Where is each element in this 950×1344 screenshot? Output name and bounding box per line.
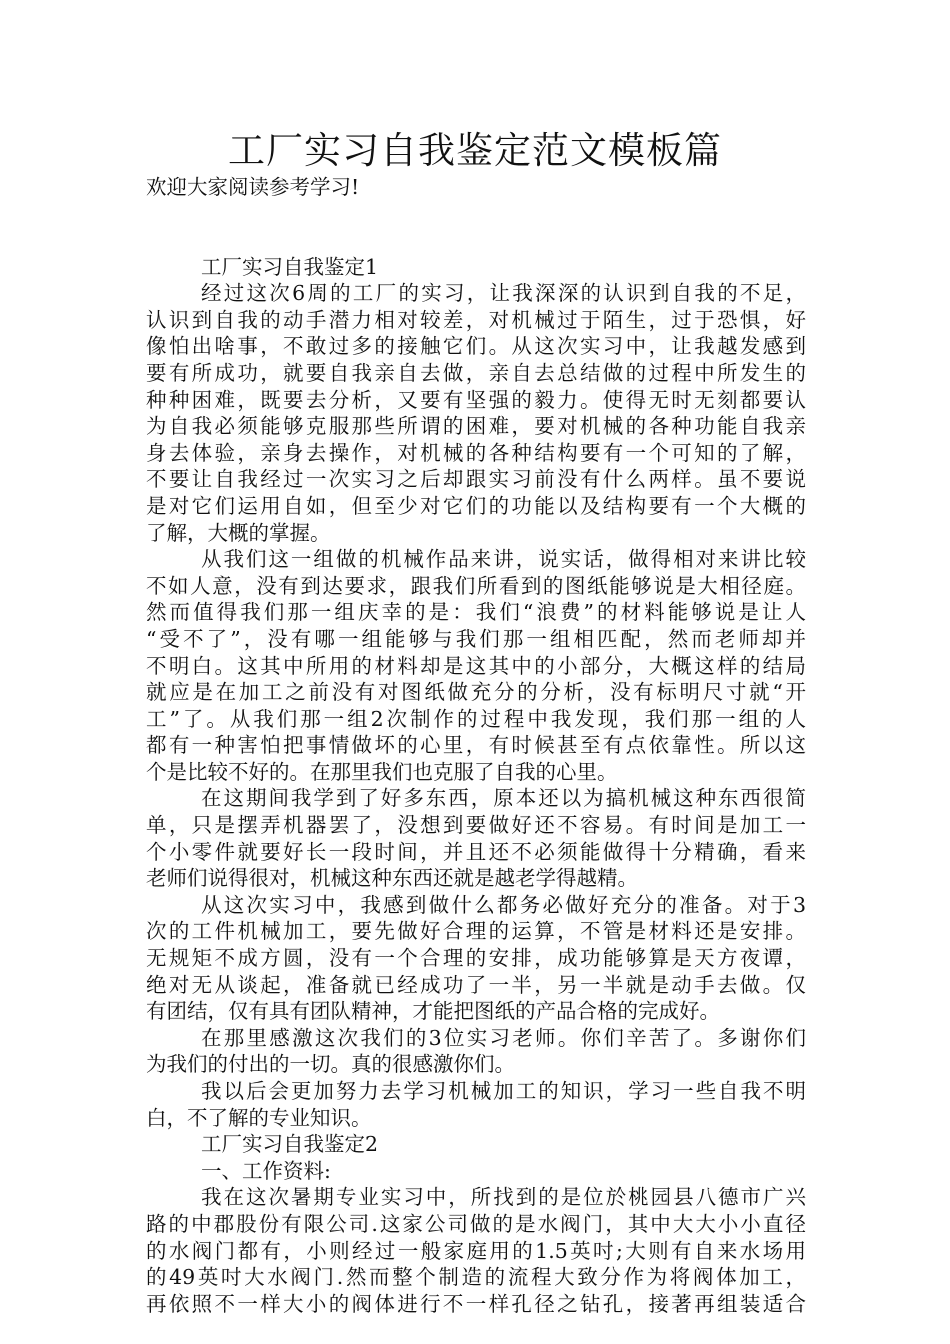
paragraph-line: 在这期间我学到了好多东西，原本还以为搞机械这种东西很简	[201, 786, 806, 811]
paragraph-line: 个是比较不好的。在那里我们也克服了自我的心里。	[146, 759, 618, 784]
paragraph-line: 从我们这一组做的机械作品来讲，说实话，做得相对来讲比较	[201, 547, 806, 572]
paragraph-line: 是对它们运用自如，但至少对它们的功能以及结构要有一个大概的	[146, 493, 806, 518]
subsection-heading: 一、工作资料:	[201, 1158, 331, 1183]
paragraph-line: 个小零件就要好长一段时间，并且还不必须能做得十分精确，看来	[146, 839, 806, 864]
section-heading: 工厂实习自我鉴定1	[201, 254, 379, 279]
paragraph-line: 单，只是摆弄机器罢了，没想到要做好还不容易。有时间是加工一	[146, 813, 806, 838]
paragraph-line: 不明白。这其中所用的材料却是这其中的小部分，大概这样的结局	[146, 653, 806, 678]
paragraph-line: 我在这次暑期专业实习中，所找到的是位於桃园县八德市广兴	[201, 1185, 806, 1210]
paragraph-line: 就应是在加工之前没有对图纸做充分的分析，没有标明尺寸就“开	[146, 680, 806, 705]
paragraph-line: 然而值得我们那一组庆幸的是：我们“浪费”的材料能够说是让人	[146, 600, 806, 625]
paragraph-line: 为自我必须能够克服那些所谓的困难，要对机械的各种功能自我亲	[146, 414, 806, 439]
section-heading: 工厂实习自我鉴定2	[201, 1132, 379, 1157]
paragraph-line: 在那里感激这次我们的3位实习老师。你们辛苦了。多谢你们	[201, 1025, 806, 1050]
paragraph-line: 工”了。从我们那一组2次制作的过程中我发现，我们那一组的人	[146, 706, 806, 731]
paragraph-line: 的水阀门都有，小则经过一般家庭用的1.5英吋;大则有自来水场用	[146, 1238, 806, 1263]
paragraph-line: 不如人意，没有到达要求，跟我们所看到的图纸能够说是大相径庭。	[146, 573, 806, 598]
paragraph-line: 路的中郡股份有限公司.这家公司做的是水阀门，其中大大小小直径	[146, 1211, 806, 1236]
paragraph-line: 无规矩不成方圆，没有一个合理的安排，成功能够算是天方夜谭，	[146, 946, 806, 971]
intro-line: 欢迎大家阅读参考学习!	[146, 175, 360, 199]
paragraph-line: 老师们说得很对，机械这种东西还就是越老学得越精。	[146, 866, 638, 891]
paragraph-line: 从这次实习中，我感到做什么都务必做好充分的准备。对于3	[201, 892, 806, 917]
document-title: 工厂实习自我鉴定范文模板篇	[228, 129, 722, 172]
paragraph-line: 为我们的付出的一切。真的很感激你们。	[146, 1052, 515, 1077]
paragraph-line: 经过这次6周的工厂的实习，让我深深的认识到自我的不足，	[201, 281, 806, 306]
document-body	[146, 174, 806, 1317]
paragraph-line: 不要让自我经过一次实习之后却跟实习前没有什么两样。虽不要说	[146, 467, 806, 492]
paragraph-line: 再依照不一样大小的阀体进行不一样孔径之钻孔，接著再组装适合	[146, 1291, 806, 1316]
paragraph-line: 要有所成功，就要自我亲自去做，亲自去总结做的过程中所发生的	[146, 360, 806, 385]
paragraph-line: 绝对无从谈起，准备就已经成功了一半，另一半就是动手去做。仅	[146, 972, 806, 997]
paragraph-line: 都有一种害怕把事情做坏的心里，有时候甚至有点依靠性。所以这	[146, 733, 806, 758]
paragraph-line: 种种困难，既要去分析，又要有坚强的毅力。使得无时无刻都要认	[146, 387, 806, 412]
paragraph-line: 白，不了解的专业知识。	[146, 1105, 372, 1130]
paragraph-line: “受不了”，没有哪一组能够与我们那一组相匹配，然而老师却并	[146, 626, 806, 651]
paragraph-line: 次的工件机械加工，要先做好合理的运算，不管是材料还是安排。	[146, 919, 806, 944]
paragraph-line: 身去体验，亲身去操作，对机械的各种结构要有一个可知的了解，	[146, 440, 806, 465]
paragraph-line: 我以后会更加努力去学习机械加工的知识，学习一些自我不明	[201, 1079, 806, 1103]
paragraph-line: 有团结，仅有具有团队精神，才能把图纸的产品合格的完成好。	[146, 999, 720, 1024]
blank-line	[146, 201, 806, 254]
paragraph-line: 的49英吋大水阀门.然而整个制造的流程大致分作为将阀体加工，	[146, 1265, 806, 1290]
paragraph-line: 像怕出啥事，不敢过多的接触它们。从这次实习中，让我越发感到	[146, 334, 806, 359]
paragraph-line: 了解，大概的掌握。	[146, 520, 331, 545]
paragraph-line: 认识到自我的动手潜力相对较差，对机械过于陌生，过于恐惧，好	[146, 307, 806, 332]
